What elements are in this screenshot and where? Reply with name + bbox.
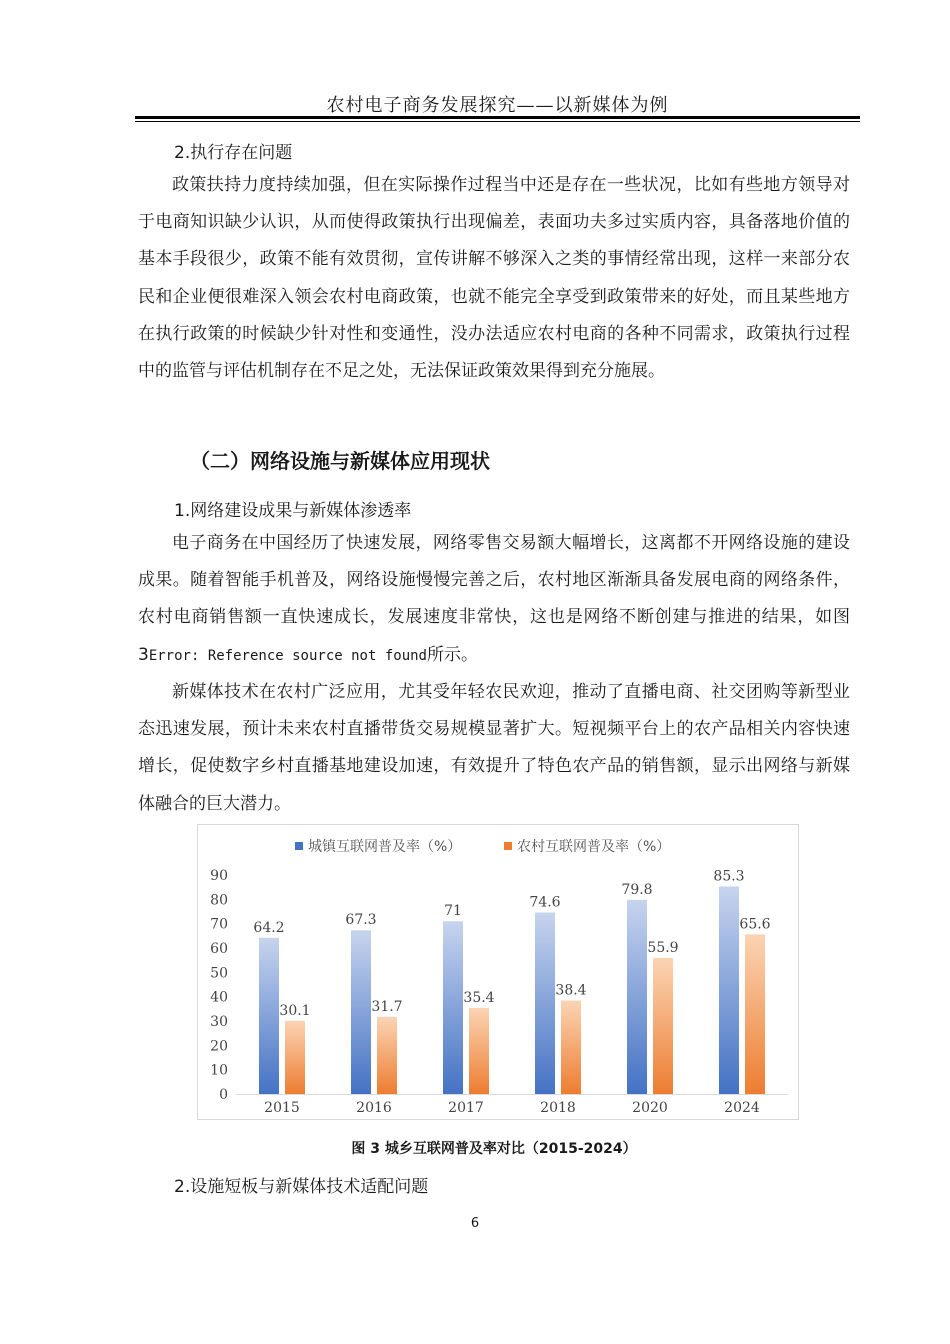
bar — [469, 1008, 489, 1094]
section-heading-execution-issues: 2.执行存在问题 — [174, 143, 293, 163]
y-tick-label: 20 — [210, 1038, 228, 1055]
y-tick-label: 10 — [210, 1062, 228, 1079]
bar — [653, 958, 673, 1094]
bar — [285, 1021, 305, 1094]
paragraph-text: 电子商务在中国经历了快速发展，网络零售交易额大幅增长，这离都不开网络设施的建设成果。随着智能手机普及，网络设施慢慢完善之后，农村地区渐渐具备发展电商的网络条件，农村电商销售额一直快速成长，发展速度非常快，这也是网络不断创建与推进的结果，如图 3 — [138, 533, 850, 665]
y-tick-label: 0 — [219, 1087, 228, 1103]
data-label: 74.6 — [529, 894, 561, 911]
paragraph-network-construction — [138, 525, 850, 675]
x-tick-label: 2015 — [264, 1100, 300, 1116]
bar — [535, 912, 555, 1094]
bar — [259, 938, 279, 1094]
bar — [377, 1017, 397, 1094]
chart-svg — [198, 825, 798, 1119]
y-tick-label: 90 — [210, 868, 228, 884]
paragraph-new-media: 新媒体技术在农村广泛应用，尤其受年轻农民欢迎，推动了直播电商、社交团购等新型业态迅速发展，预计未来农村直播带货交易规模显著扩大。短视频平台上的农产品相关内容快速增长，促使数字乡村直播基地建设加速，有效提升了特色农产品的销售额，显示出网络与新媒体融合的巨大潜力。 — [138, 682, 850, 814]
subsection-heading-network-construction: 1.网络建设成果与新媒体渗透率 — [174, 501, 412, 521]
data-label: 65.6 — [739, 916, 771, 933]
subsection-heading-infrastructure-gaps: 2.设施短板与新媒体技术适配问题 — [174, 1177, 429, 1197]
paragraph-execution-issues: 政策扶持力度持续加强，但在实际操作过程当中还是存在一些状况，比如有些地方领导对于电商知识缺少认识，从而使得政策执行出现偏差，表面功夫多过实质内容，具备落地价值的基本手段很少，政策不能有效贯彻，宣传讲解不够深入之类的事情经常出现，这样一来部分农民和企业便很难深入领会农村电商政策，也就不能完全享受到政策带来的好处，而且某些地方在执行政策的时候缺少针对性和变通性，没办法适应农村电商的各种不同需求，政策执行过程中的监管与评估机制存在不足之处，无法保证政策效果得到充分施展。 — [138, 175, 850, 382]
bar — [627, 900, 647, 1094]
bar — [719, 886, 739, 1094]
y-tick-label: 50 — [210, 965, 228, 982]
data-label: 71 — [444, 903, 462, 920]
data-label: 31.7 — [371, 998, 403, 1015]
figure-caption: 图 3 城乡互联网普及率对比（2015-2024） — [351, 1141, 637, 1157]
data-label: 55.9 — [647, 939, 679, 956]
bar — [443, 921, 463, 1094]
paragraph-text-end: 所示。 — [426, 644, 478, 665]
x-tick-label: 2020 — [632, 1100, 668, 1116]
x-tick-label: 2016 — [356, 1100, 392, 1116]
y-tick-label: 70 — [210, 916, 228, 933]
data-label: 67.3 — [345, 912, 377, 929]
internet-penetration-chart — [197, 824, 799, 1120]
legend-label: 农村互联网普及率（%） — [517, 839, 671, 855]
legend-swatch — [295, 842, 303, 850]
reference-error-text: Error: Reference source not found — [148, 647, 427, 664]
data-label: 38.4 — [555, 982, 587, 999]
bar — [561, 1001, 581, 1094]
header-divider — [135, 116, 860, 119]
data-label: 35.4 — [463, 989, 495, 1006]
page-number: 6 — [470, 1216, 480, 1231]
y-tick-label: 30 — [210, 1014, 228, 1030]
document-header-title: 农村电子商务发展探究——以新媒体为例 — [326, 95, 669, 116]
data-label: 64.2 — [253, 919, 285, 936]
header-divider-thin — [135, 121, 860, 122]
data-label: 79.8 — [621, 881, 653, 898]
bar — [745, 934, 765, 1094]
y-tick-label: 60 — [210, 941, 228, 957]
x-tick-label: 2018 — [540, 1100, 576, 1116]
x-tick-label: 2024 — [724, 1100, 760, 1116]
data-label: 30.1 — [279, 1002, 311, 1019]
y-tick-label: 40 — [210, 989, 228, 1006]
legend-label: 城镇互联网普及率（%） — [308, 839, 462, 855]
x-tick-label: 2017 — [448, 1100, 484, 1116]
legend-swatch — [504, 842, 512, 850]
section-heading-network-facilities: （二）网络设施与新媒体应用现状 — [190, 449, 490, 473]
bar — [351, 930, 371, 1094]
data-label: 85.3 — [713, 868, 745, 885]
y-tick-label: 80 — [210, 892, 228, 909]
